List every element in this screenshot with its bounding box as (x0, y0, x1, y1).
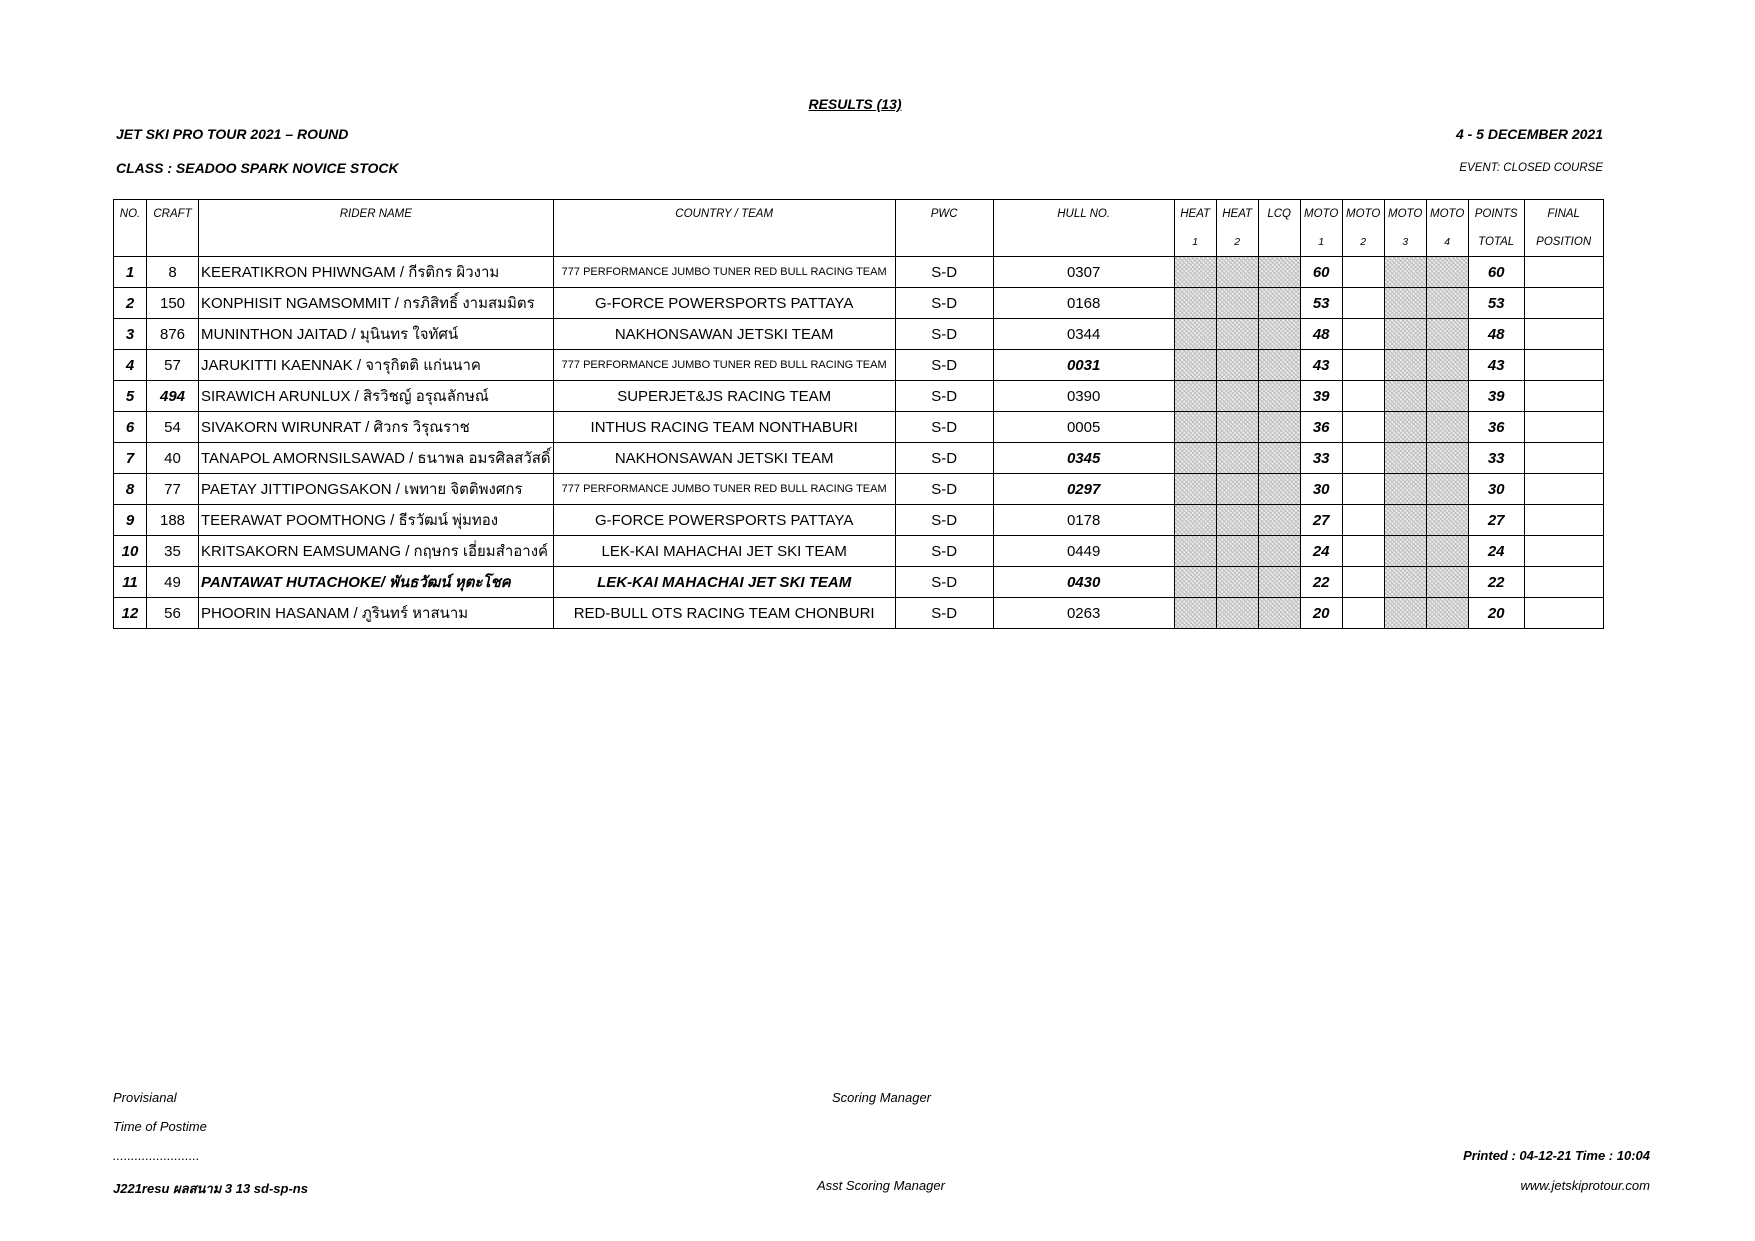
row-moto-3 (1384, 505, 1426, 536)
row-lcq (1258, 381, 1300, 412)
col-moto-2: MOTO (1342, 200, 1384, 229)
row-heat-1 (1174, 412, 1216, 443)
table-row (114, 350, 1604, 381)
row-hull: 0005 (993, 412, 1174, 443)
row-pwc: S-D (895, 319, 993, 350)
row-final-position (1524, 598, 1603, 629)
row-moto-4 (1426, 474, 1468, 505)
row-no: 11 (114, 567, 147, 598)
row-pwc: S-D (895, 412, 993, 443)
row-heat-1 (1174, 474, 1216, 505)
row-heat-1 (1174, 567, 1216, 598)
row-craft: 40 (147, 443, 199, 474)
row-moto-4 (1426, 257, 1468, 288)
row-moto-4 (1426, 288, 1468, 319)
row-rider: PANTAWAT HUTACHOKE/ พันธวัฒน์ หุตะโชค (199, 567, 554, 598)
row-moto-3 (1384, 257, 1426, 288)
row-team: LEK-KAI MAHACHAI JET SKI TEAM (553, 536, 895, 567)
results-table (113, 199, 1604, 629)
row-pwc: S-D (895, 505, 993, 536)
row-lcq (1258, 443, 1300, 474)
row-moto-1: 36 (1300, 412, 1342, 443)
row-moto-4 (1426, 381, 1468, 412)
col-points: POINTS (1468, 200, 1524, 229)
row-lcq (1258, 257, 1300, 288)
website-text: www.jetskiprotour.com (1520, 1178, 1650, 1193)
row-moto-2 (1342, 598, 1384, 629)
row-team: 777 PERFORMANCE JUMBO TUNER RED BULL RACING TEAM (553, 350, 895, 381)
row-final-position (1524, 288, 1603, 319)
row-moto-3 (1384, 598, 1426, 629)
row-no: 7 (114, 443, 147, 474)
row-total: 48 (1468, 319, 1524, 350)
row-team: RED-BULL OTS RACING TEAM CHONBURI (553, 598, 895, 629)
row-moto-1: 30 (1300, 474, 1342, 505)
row-total: 60 (1468, 257, 1524, 288)
row-heat-2 (1216, 474, 1258, 505)
row-total: 24 (1468, 536, 1524, 567)
table-row (114, 443, 1604, 474)
row-lcq (1258, 288, 1300, 319)
row-moto-2 (1342, 443, 1384, 474)
col-moto-3-num: 3 (1384, 228, 1426, 257)
row-heat-2 (1216, 567, 1258, 598)
table-row (114, 536, 1604, 567)
row-final-position (1524, 381, 1603, 412)
row-lcq (1258, 598, 1300, 629)
row-hull: 0307 (993, 257, 1174, 288)
row-rider: TEERAWAT POOMTHONG / ธีรวัฒน์ พุ่มทอง (199, 505, 554, 536)
col-rider-name: RIDER NAME (199, 200, 554, 229)
row-craft: 57 (147, 350, 199, 381)
col-moto-1-num: 1 (1300, 228, 1342, 257)
event-type: EVENT: CLOSED COURSE (1459, 162, 1603, 174)
row-no: 6 (114, 412, 147, 443)
row-moto-4 (1426, 350, 1468, 381)
col-lcq: LCQ (1258, 200, 1300, 229)
table-row (114, 505, 1604, 536)
col-moto-3: MOTO (1384, 200, 1426, 229)
row-pwc: S-D (895, 381, 993, 412)
row-heat-1 (1174, 381, 1216, 412)
row-final-position (1524, 319, 1603, 350)
row-moto-4 (1426, 319, 1468, 350)
row-total: 30 (1468, 474, 1524, 505)
row-moto-3 (1384, 288, 1426, 319)
row-rider: TANAPOL AMORNSILSAWAD / ธนาพล อมรศิลสวัสดิ์ (199, 443, 554, 474)
row-hull: 0449 (993, 536, 1174, 567)
col-heat-1-num: 1 (1174, 228, 1216, 257)
table-row (114, 288, 1604, 319)
row-heat-2 (1216, 412, 1258, 443)
col-moto-4-num: 4 (1426, 228, 1468, 257)
row-heat-2 (1216, 598, 1258, 629)
row-total: 20 (1468, 598, 1524, 629)
row-total: 27 (1468, 505, 1524, 536)
row-moto-1: 53 (1300, 288, 1342, 319)
col-moto-2-num: 2 (1342, 228, 1384, 257)
row-moto-4 (1426, 412, 1468, 443)
row-heat-1 (1174, 536, 1216, 567)
row-team: SUPERJET&JS RACING TEAM (553, 381, 895, 412)
row-no: 10 (114, 536, 147, 567)
row-pwc: S-D (895, 567, 993, 598)
file-code: J221resu ผลสนาม 3 13 sd-sp-ns (113, 1181, 308, 1196)
row-moto-4 (1426, 505, 1468, 536)
row-hull: 0297 (993, 474, 1174, 505)
row-total: 22 (1468, 567, 1524, 598)
time-of-postime-label: Time of Postime (113, 1119, 207, 1134)
row-team: G-FORCE POWERSPORTS PATTAYA (553, 505, 895, 536)
row-team: NAKHONSAWAN JETSKI TEAM (553, 319, 895, 350)
row-hull: 0430 (993, 567, 1174, 598)
row-moto-2 (1342, 288, 1384, 319)
row-final-position (1524, 350, 1603, 381)
row-heat-2 (1216, 288, 1258, 319)
row-pwc: S-D (895, 257, 993, 288)
row-hull: 0345 (993, 443, 1174, 474)
row-hull: 0168 (993, 288, 1174, 319)
row-rider: SIRAWICH ARUNLUX / สิรวิชญ์ อรุณลักษณ์ (199, 381, 554, 412)
row-final-position (1524, 505, 1603, 536)
row-moto-2 (1342, 257, 1384, 288)
table-row (114, 567, 1604, 598)
col-hull-no: HULL NO. (993, 200, 1174, 229)
row-heat-2 (1216, 350, 1258, 381)
table-row (114, 598, 1604, 629)
row-final-position (1524, 443, 1603, 474)
row-heat-2 (1216, 443, 1258, 474)
row-moto-1: 22 (1300, 567, 1342, 598)
row-hull: 0390 (993, 381, 1174, 412)
row-rider: KRITSAKORN EAMSUMANG / กฤษกร เอี่ยมสำอางค์ (199, 536, 554, 567)
row-no: 4 (114, 350, 147, 381)
row-craft: 77 (147, 474, 199, 505)
class-title: CLASS : SEADOO SPARK NOVICE STOCK (116, 160, 399, 176)
row-moto-2 (1342, 536, 1384, 567)
row-total: 39 (1468, 381, 1524, 412)
row-craft: 8 (147, 257, 199, 288)
row-moto-4 (1426, 536, 1468, 567)
col-position: POSITION (1524, 228, 1603, 257)
col-craft: CRAFT (147, 200, 199, 229)
col-final: FINAL (1524, 200, 1603, 229)
row-craft: 49 (147, 567, 199, 598)
col-heat-2: HEAT (1216, 200, 1258, 229)
row-no: 5 (114, 381, 147, 412)
row-heat-1 (1174, 257, 1216, 288)
col-country-team: COUNTRY / TEAM (553, 200, 895, 229)
row-no: 3 (114, 319, 147, 350)
header-row-1 (114, 200, 1604, 229)
row-rider: MUNINTHON JAITAD / มุนินทร ใจทัศน์ (199, 319, 554, 350)
col-no: NO. (114, 200, 147, 229)
header-row-2 (114, 228, 1604, 257)
row-final-position (1524, 536, 1603, 567)
row-moto-3 (1384, 567, 1426, 598)
scoring-manager-label: Scoring Manager (832, 1090, 931, 1105)
row-rider: JARUKITTI KAENNAK / จารุกิตติ แก่นนาค (199, 350, 554, 381)
row-lcq (1258, 505, 1300, 536)
event-title: JET SKI PRO TOUR 2021 – ROUND (116, 126, 349, 142)
row-moto-3 (1384, 412, 1426, 443)
row-hull: 0178 (993, 505, 1174, 536)
provisional-label: Provisianal (113, 1090, 177, 1105)
row-moto-2 (1342, 505, 1384, 536)
row-rider: KONPHISIT NGAMSOMMIT / กรภิสิทธิ์ งามสมมิตร (199, 288, 554, 319)
row-heat-1 (1174, 443, 1216, 474)
row-heat-2 (1216, 257, 1258, 288)
table-row (114, 412, 1604, 443)
table-row (114, 474, 1604, 505)
row-heat-1 (1174, 288, 1216, 319)
row-craft: 876 (147, 319, 199, 350)
row-moto-2 (1342, 319, 1384, 350)
row-team: NAKHONSAWAN JETSKI TEAM (553, 443, 895, 474)
printed-timestamp: Printed : 04-12-21 Time : 10:04 (1463, 1148, 1650, 1163)
row-total: 36 (1468, 412, 1524, 443)
row-no: 1 (114, 257, 147, 288)
row-moto-1: 60 (1300, 257, 1342, 288)
row-moto-1: 24 (1300, 536, 1342, 567)
row-lcq (1258, 474, 1300, 505)
row-hull: 0263 (993, 598, 1174, 629)
row-rider: KEERATIKRON PHIWNGAM / กีรติกร ผิวงาม (199, 257, 554, 288)
row-rider: PHOORIN HASANAM / ภูรินทร์ หาสนาม (199, 598, 554, 629)
row-no: 9 (114, 505, 147, 536)
row-moto-2 (1342, 567, 1384, 598)
row-rider: PAETAY JITTIPONGSAKON / เพทาย จิตติพงศกร (199, 474, 554, 505)
asst-scoring-manager-label: Asst Scoring Manager (817, 1178, 945, 1193)
col-moto-4: MOTO (1426, 200, 1468, 229)
row-heat-1 (1174, 505, 1216, 536)
row-pwc: S-D (895, 288, 993, 319)
row-moto-3 (1384, 381, 1426, 412)
row-moto-3 (1384, 350, 1426, 381)
results-title: RESULTS (13) (808, 96, 902, 112)
row-final-position (1524, 257, 1603, 288)
row-heat-1 (1174, 319, 1216, 350)
row-heat-2 (1216, 536, 1258, 567)
row-craft: 54 (147, 412, 199, 443)
row-lcq (1258, 567, 1300, 598)
row-hull: 0344 (993, 319, 1174, 350)
row-pwc: S-D (895, 443, 993, 474)
row-moto-3 (1384, 443, 1426, 474)
row-lcq (1258, 319, 1300, 350)
row-team: LEK-KAI MAHACHAI JET SKI TEAM (553, 567, 895, 598)
row-rider: SIVAKORN WIRUNRAT / ศิวกร วิรุณราช (199, 412, 554, 443)
table-row (114, 381, 1604, 412)
row-team: 777 PERFORMANCE JUMBO TUNER RED BULL RACING TEAM (553, 474, 895, 505)
row-heat-1 (1174, 350, 1216, 381)
row-pwc: S-D (895, 536, 993, 567)
event-date: 4 - 5 DECEMBER 2021 (1455, 126, 1603, 142)
row-heat-2 (1216, 381, 1258, 412)
row-total: 33 (1468, 443, 1524, 474)
table-row (114, 319, 1604, 350)
row-lcq (1258, 536, 1300, 567)
col-total: TOTAL (1468, 228, 1524, 257)
row-moto-1: 48 (1300, 319, 1342, 350)
row-moto-3 (1384, 536, 1426, 567)
row-pwc: S-D (895, 598, 993, 629)
row-moto-3 (1384, 474, 1426, 505)
row-moto-2 (1342, 412, 1384, 443)
col-heat-2-num: 2 (1216, 228, 1258, 257)
row-moto-4 (1426, 598, 1468, 629)
table-row (114, 257, 1604, 288)
row-team: G-FORCE POWERSPORTS PATTAYA (553, 288, 895, 319)
row-moto-3 (1384, 319, 1426, 350)
row-team: 777 PERFORMANCE JUMBO TUNER RED BULL RACING TEAM (553, 257, 895, 288)
row-heat-1 (1174, 598, 1216, 629)
row-moto-2 (1342, 350, 1384, 381)
row-moto-1: 33 (1300, 443, 1342, 474)
row-moto-1: 43 (1300, 350, 1342, 381)
row-craft: 188 (147, 505, 199, 536)
row-lcq (1258, 350, 1300, 381)
row-team: INTHUS RACING TEAM NONTHABURI (553, 412, 895, 443)
row-craft: 150 (147, 288, 199, 319)
row-no: 12 (114, 598, 147, 629)
row-final-position (1524, 567, 1603, 598)
row-no: 2 (114, 288, 147, 319)
row-final-position (1524, 412, 1603, 443)
row-pwc: S-D (895, 474, 993, 505)
col-heat-1: HEAT (1174, 200, 1216, 229)
row-heat-2 (1216, 319, 1258, 350)
row-moto-1: 27 (1300, 505, 1342, 536)
col-moto-1: MOTO (1300, 200, 1342, 229)
row-moto-2 (1342, 474, 1384, 505)
row-craft: 56 (147, 598, 199, 629)
row-no: 8 (114, 474, 147, 505)
signature-dots: ........................ (113, 1148, 200, 1163)
row-moto-2 (1342, 381, 1384, 412)
row-moto-1: 39 (1300, 381, 1342, 412)
row-pwc: S-D (895, 350, 993, 381)
row-craft: 494 (147, 381, 199, 412)
row-craft: 35 (147, 536, 199, 567)
row-moto-4 (1426, 567, 1468, 598)
row-moto-4 (1426, 443, 1468, 474)
row-final-position (1524, 474, 1603, 505)
row-total: 43 (1468, 350, 1524, 381)
row-lcq (1258, 412, 1300, 443)
row-heat-2 (1216, 505, 1258, 536)
col-pwc: PWC (895, 200, 993, 229)
row-moto-1: 20 (1300, 598, 1342, 629)
row-total: 53 (1468, 288, 1524, 319)
row-hull: 0031 (993, 350, 1174, 381)
